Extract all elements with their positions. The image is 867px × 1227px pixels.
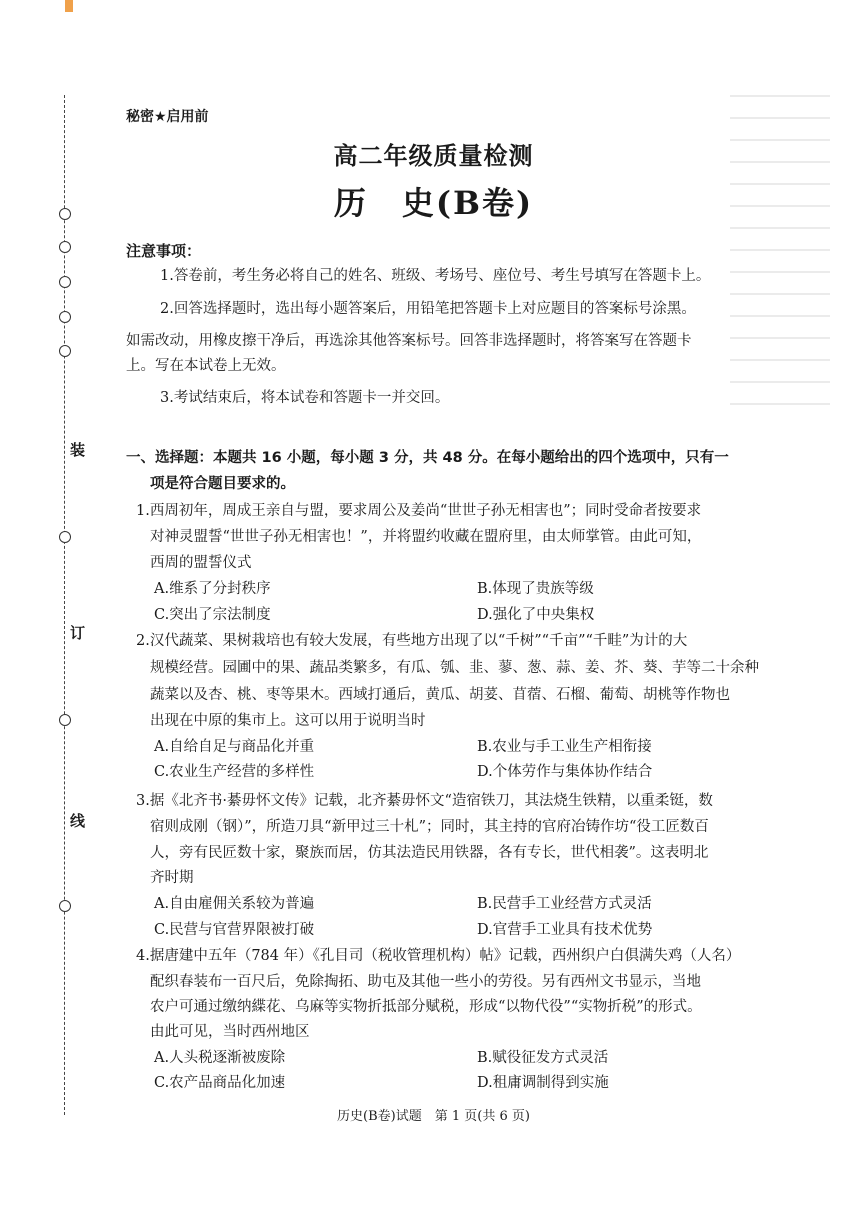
- option-b[interactable]: B.体现了贵族等级: [477, 581, 594, 597]
- binding-hole: [59, 241, 71, 253]
- question-stem: 宿则成刚（钢）”，所造刀具“新甲过三十札”；同时，其主持的官府冶铸作坊“役工匠数百: [150, 819, 709, 835]
- option-b[interactable]: B.赋役征发方式灵活: [477, 1050, 609, 1066]
- question-stem: 出现在中原的集市上。这可以用于说明当时: [150, 713, 426, 729]
- question-stem: 规模经营。园圃中的果、蔬品类繁多，有瓜、瓠、韭、蓼、葱、蒜、姜、芥、葵、芋等二十余种: [150, 660, 759, 676]
- binding-hole: [59, 311, 71, 323]
- option-a[interactable]: A.自由雇佣关系较为普遍: [154, 896, 315, 912]
- option-d[interactable]: D.个体劳作与集体协作结合: [477, 764, 653, 780]
- notice-heading: 注意事项：: [126, 242, 202, 260]
- option-c[interactable]: C.突出了宗法制度: [154, 607, 271, 623]
- corner-mark: [65, 0, 73, 12]
- question-stem: 农户可通过缴纳緤花、乌麻等实物折抵部分赋税，形成“以物代役”“实物折税”的形式。: [150, 999, 702, 1015]
- exam-title: 高二年级质量检测: [333, 141, 534, 170]
- notice-line: 3.考试结束后，将本试卷和答题卡一并交回。: [160, 390, 450, 406]
- question-stem: 齐时期: [150, 870, 194, 886]
- option-b[interactable]: B.民营手工业经营方式灵活: [477, 896, 652, 912]
- option-a[interactable]: A.自给自足与商品化并重: [154, 739, 315, 755]
- question-stem: 4.据唐建中五年（784 年）《孔目司（税收管理机构）帖》记载，西州织户白倶满失鸡（人名）: [136, 948, 741, 964]
- notice-line: 1.答卷前，考生务必将自己的姓名、班级、考场号、座位号、考生号填写在答题卡上。: [160, 268, 711, 284]
- question-stem: 3.据《北齐书·綦毋怀文传》记载，北齐綦毋怀文“造宿铁刀，其法烧生铁精，以重柔铤，数: [136, 793, 713, 809]
- page-footer: 历史(B卷)试题 第 1 页(共 6 页): [337, 1109, 530, 1124]
- option-d[interactable]: D.强化了中央集权: [477, 607, 595, 623]
- question-stem: 对神灵盟誓“世世子孙无相害也！”，并将盟约收藏在盟府里，由太师掌管。由此可知，: [150, 529, 702, 545]
- binding-char-ding: 订: [70, 620, 85, 645]
- binding-hole: [59, 900, 71, 912]
- option-b[interactable]: B.农业与手工业生产相衔接: [477, 739, 652, 755]
- binding-hole: [59, 345, 71, 357]
- notice-line: 上。写在本试卷上无效。: [126, 358, 286, 374]
- binding-hole: [59, 276, 71, 288]
- section-heading: 一、选择题：本题共 16 小题，每小题 3 分，共 48 分。在每小题给出的四个选项中，只有一: [126, 450, 729, 466]
- option-c[interactable]: C.农业生产经营的多样性: [154, 764, 315, 780]
- question-stem: 西周的盟誓仪式: [150, 555, 252, 571]
- question-stem: 人，旁有民匠数十家，聚族而居，仿其法造民用铁器，各有专长，世代相袭”。这表明北: [150, 845, 709, 861]
- notice-line: 如需改动，用橡皮擦干净后，再选涂其他答案标号。回答非选择题时，将答案写在答题卡: [126, 333, 692, 349]
- option-d[interactable]: D.官营手工业具有技术优势: [477, 922, 653, 938]
- binding-char-zhuang: 装: [70, 437, 85, 462]
- question-stem: 1.西周初年，周成王亲自与盟，要求周公及姜尚“世世子孙无相害也”；同时受命者按要求: [136, 503, 702, 519]
- question-stem: 蔬菜以及杏、桃、枣等果木。西域打通后，黄瓜、胡荽、苜蓿、石榴、葡萄、胡桃等作物也: [150, 687, 730, 703]
- question-stem: 由此可见，当时西州地区: [150, 1024, 310, 1040]
- question-stem: 2.汉代蔬菜、果树栽培也有较大发展，有些地方出现了以“千树”“千亩”“千畦”为计的大: [136, 633, 688, 649]
- option-a[interactable]: A.维系了分封秩序: [154, 581, 271, 597]
- option-d[interactable]: D.租庸调制得到实施: [477, 1075, 609, 1091]
- confidential-mark: 秘密★启用前: [126, 109, 209, 125]
- subject-title: 历 史(B卷): [333, 184, 534, 222]
- section-heading: 项是符合题目要求的。: [150, 476, 295, 492]
- binding-hole: [59, 714, 71, 726]
- question-stem: 配织春装布一百尺后，免除掏拓、助屯及其他一些小的劳役。另有西州文书显示，当地: [150, 974, 701, 990]
- notice-line: 2.回答选择题时，选出每小题答案后，用铅笔把答题卡上对应题目的答案标号涂黑。: [160, 301, 696, 317]
- option-c[interactable]: C.民营与官营界限被打破: [154, 922, 315, 938]
- option-a[interactable]: A.人头税逐渐被废除: [154, 1050, 286, 1066]
- option-c[interactable]: C.农产品商品化加速: [154, 1075, 286, 1091]
- binding-hole: [59, 531, 71, 543]
- binding-char-xian: 线: [70, 808, 85, 833]
